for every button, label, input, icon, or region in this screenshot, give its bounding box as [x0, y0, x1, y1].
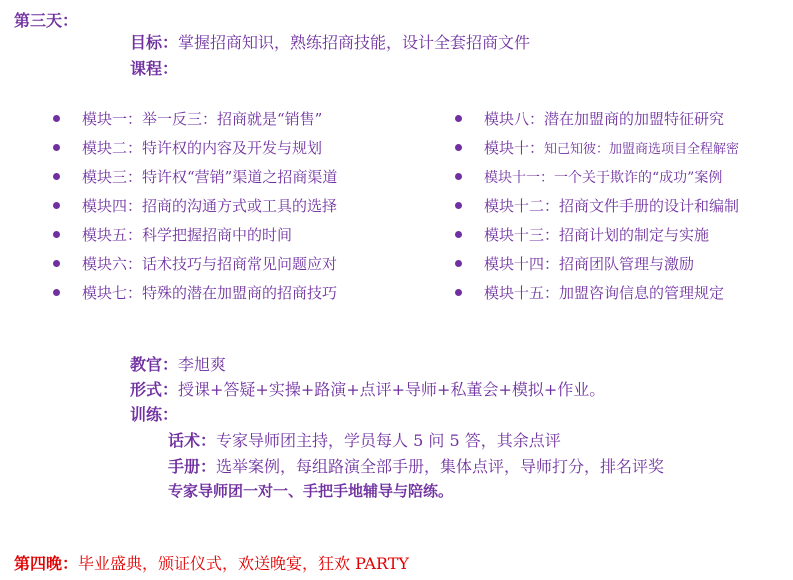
bullet-icon: [455, 144, 462, 151]
module-prefix: 模块十：: [484, 139, 545, 157]
teacher-line: [130, 352, 226, 375]
bullet-icon: [455, 202, 462, 209]
module-text: 模块十五：加盟咨询信息的管理规定: [484, 284, 725, 302]
list-item: [452, 249, 739, 278]
teacher-name: 李旭爽: [178, 355, 227, 374]
module-text: 模块七：特殊的潜在加盟商的招商技巧: [82, 284, 338, 302]
manual-line: [168, 454, 664, 477]
bullet-icon: [53, 144, 60, 151]
module-text: 模块十一：一个关于欺诈的“成功”案例: [484, 169, 723, 186]
list-item: [452, 104, 739, 133]
goal-line: [130, 30, 530, 53]
bullet-icon: [53, 260, 60, 267]
talk-label: 话术：: [168, 431, 217, 450]
form-line: [130, 377, 605, 400]
module-text: 模块五：科学把握招商中的时间: [82, 226, 293, 244]
manual-label: 手册：: [168, 457, 217, 476]
goal-label: 目标：: [130, 33, 179, 52]
training-label: 训练：: [130, 405, 179, 424]
module-text: 模块二：特许权的内容及开发与规划: [82, 139, 323, 157]
goal-text: 掌握招商知识，熟练招商技能，设计全套招商文件: [178, 33, 531, 52]
day4-text: 毕业盛典，颁证仪式，欢送晚宴，狂欢 PARTY: [78, 554, 409, 573]
day4-line: [14, 551, 409, 574]
list-item: [50, 220, 337, 249]
list-item: [50, 191, 337, 220]
bullet-icon: [455, 173, 462, 180]
bullet-icon: [455, 231, 462, 238]
list-item: [50, 104, 337, 133]
bullet-icon: [455, 115, 462, 122]
talk-line: [168, 428, 561, 451]
module-text: 模块十四：招商团队管理与激励: [484, 255, 695, 273]
module-text: 模块十三：招商计划的制定与实施: [484, 226, 710, 244]
module-text: 模块八：潜在加盟商的加盟特征研究: [484, 110, 725, 128]
bullet-icon: [53, 289, 60, 296]
list-item: [452, 278, 739, 307]
form-label: 形式：: [130, 380, 179, 399]
module-list-right: [452, 104, 739, 307]
course-label: 课程：: [130, 59, 179, 78]
list-item: [452, 191, 739, 220]
module-text: 模块四：招商的沟通方式或工具的选择: [82, 197, 338, 215]
manual-text: 选举案例，每组路演全部手册，集体点评，导师打分，排名评奖: [216, 457, 665, 476]
list-item: [50, 249, 337, 278]
day4-label: 第四晚：: [14, 554, 79, 573]
list-item: [50, 162, 337, 191]
module-text: 模块三：特许权“营销”渠道之招商渠道: [82, 168, 338, 186]
bullet-icon: [53, 202, 60, 209]
expert-line: 专家导师团一对一、手把手地辅导与陪练。: [168, 482, 454, 500]
list-item: [452, 162, 739, 191]
module-text: 知己知彼：加盟商选项目全程解密: [544, 142, 740, 157]
bullet-icon: [455, 260, 462, 267]
teacher-label: 教官：: [130, 355, 179, 374]
list-item: [452, 133, 739, 162]
list-item: [50, 278, 337, 307]
talk-text: 专家导师团主持，学员每人 5 问 5 答，其余点评: [216, 431, 561, 450]
bullet-icon: [455, 289, 462, 296]
list-item: [50, 133, 337, 162]
bullet-icon: [53, 173, 60, 180]
module-text: 模块六：话术技巧与招商常见问题应对: [82, 255, 338, 273]
module-list-left: [50, 104, 337, 307]
form-text: 授课+答疑+实操+路演+点评+导师+私董会+模拟+作业。: [178, 380, 606, 399]
day3-heading: 第三天：: [14, 11, 79, 30]
bullet-icon: [53, 115, 60, 122]
module-text: 模块十二：招商文件手册的设计和编制: [484, 197, 740, 215]
module-text: 模块一：举一反三：招商就是“销售”: [82, 110, 323, 128]
list-item: [452, 220, 739, 249]
bullet-icon: [53, 231, 60, 238]
